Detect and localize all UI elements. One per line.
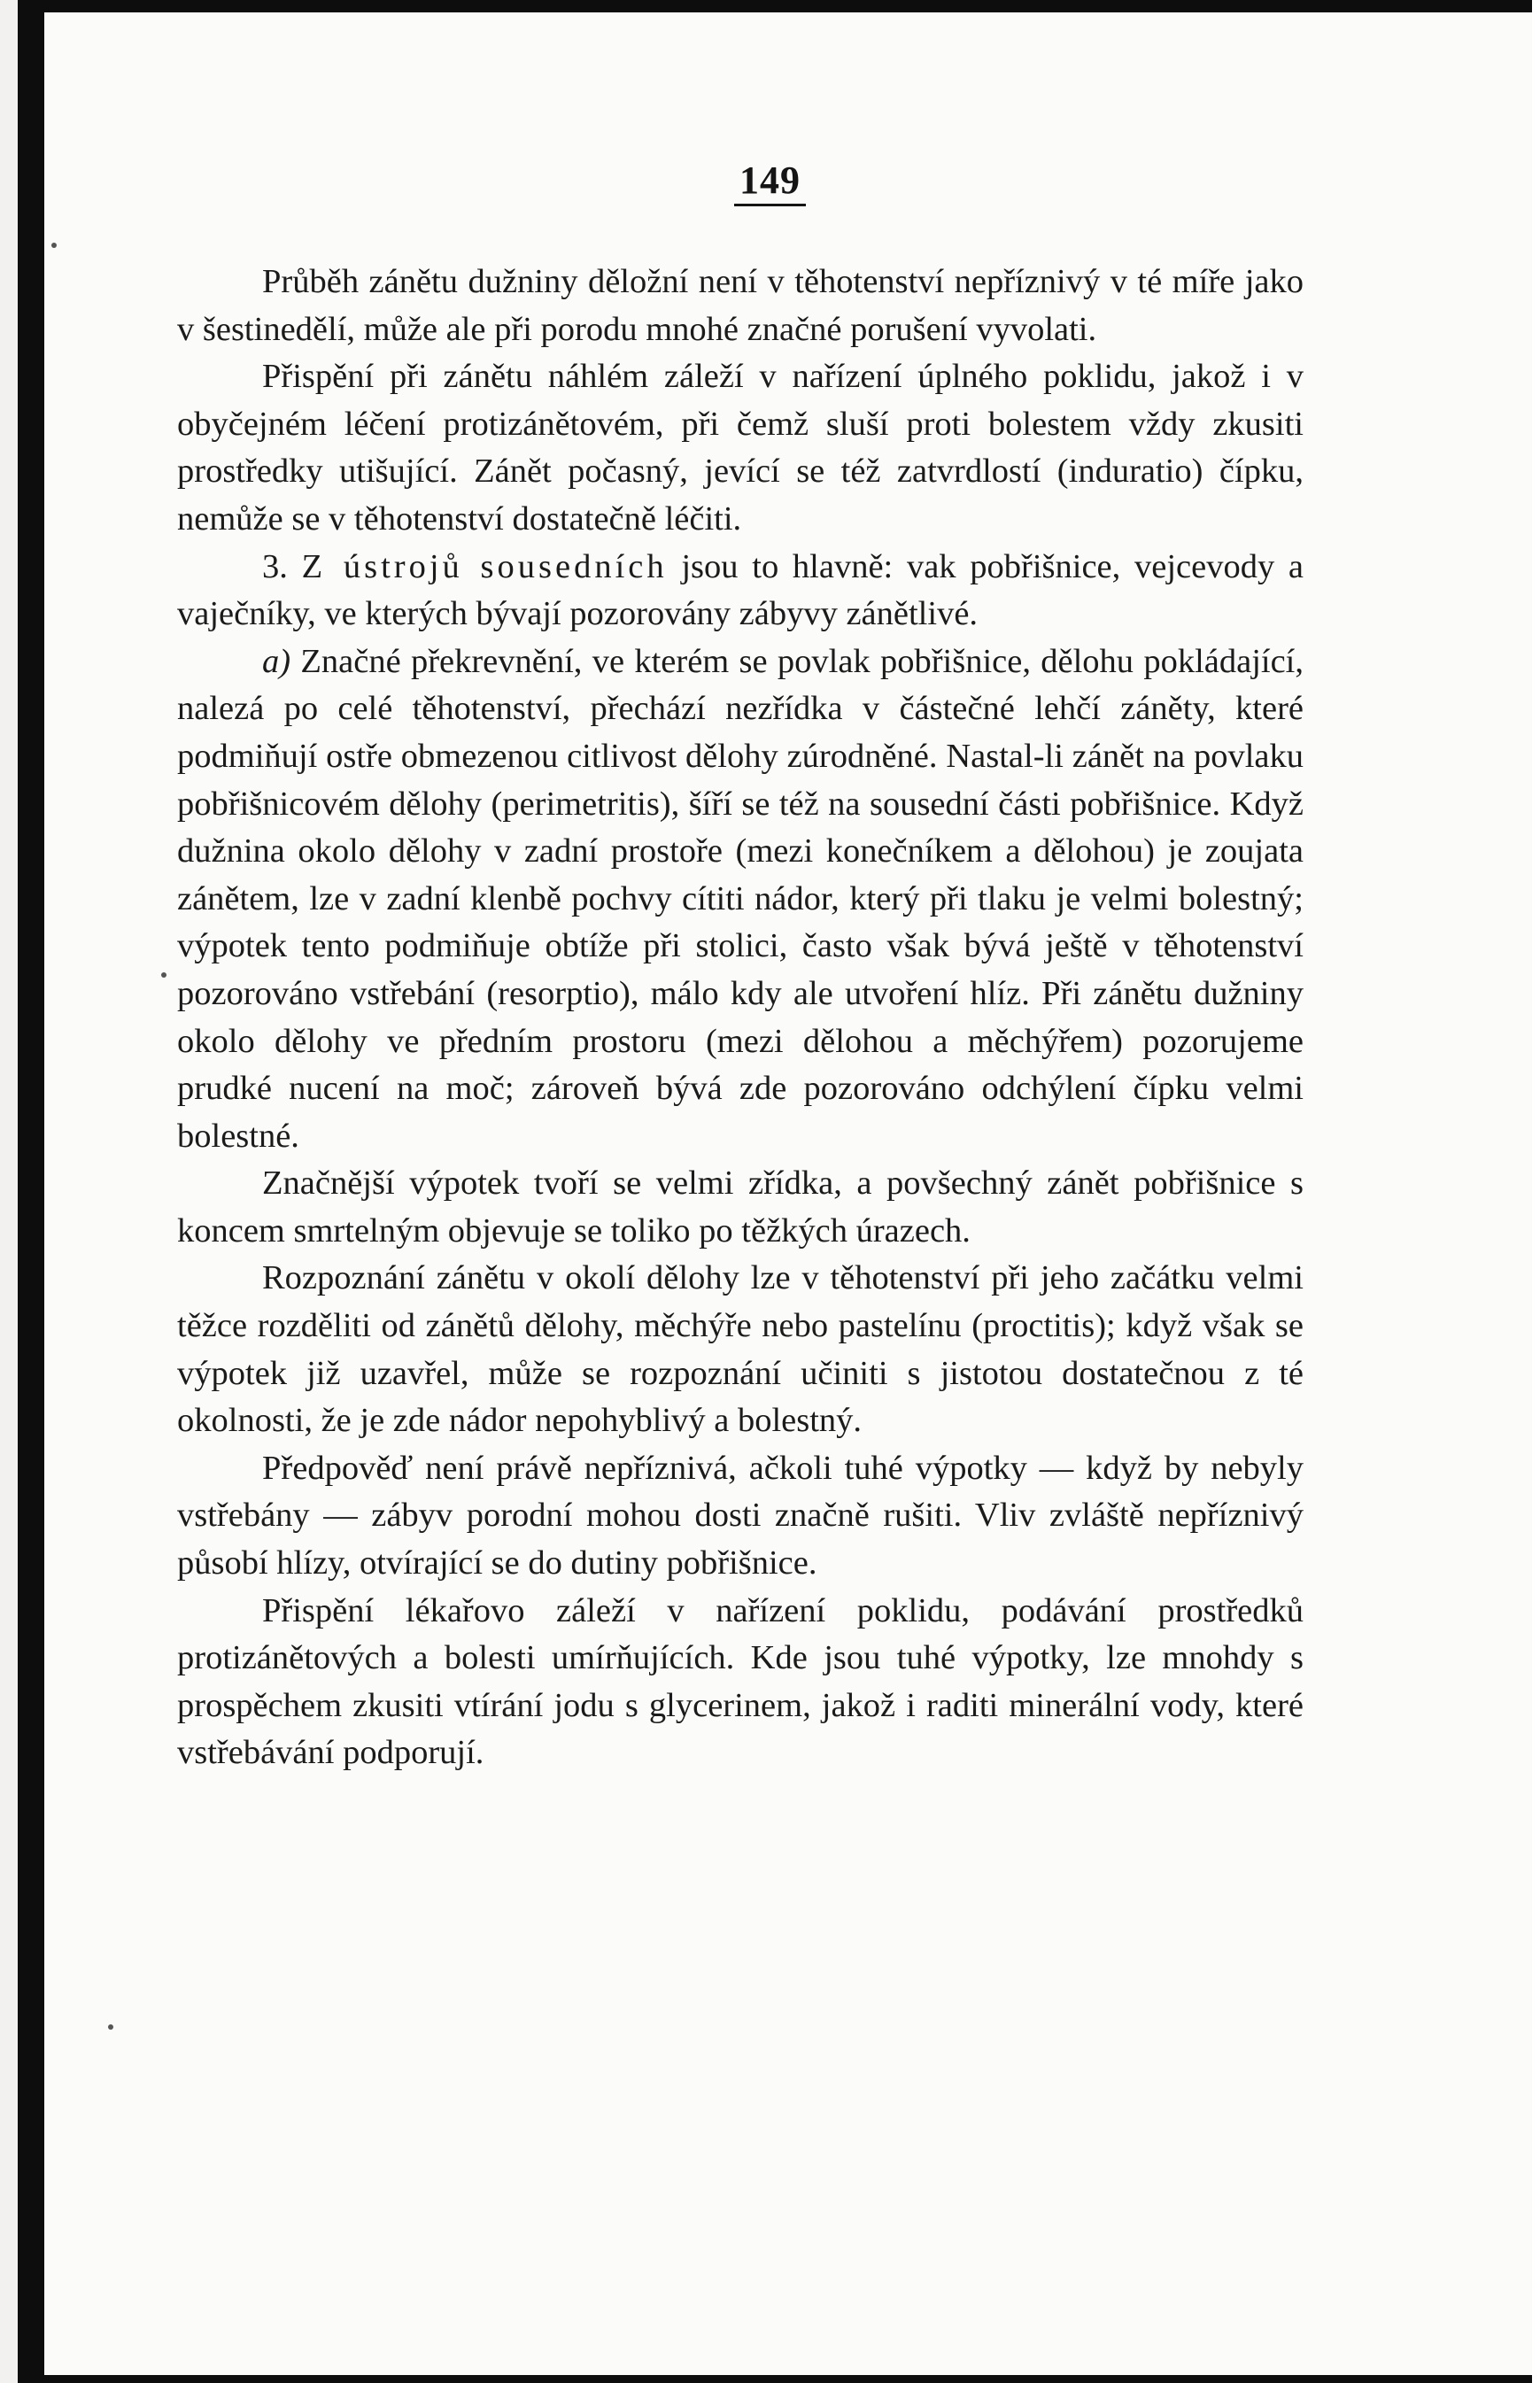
paragraph: Předpověď není právě nepříznivá, ačkoli tuhé výpotky — když by nebyly vstřebány — zábyv porodní mohou dosti značně rušiti. Vliv zvláště nepříznivý působí hlízy, otvírající se do dutiny pobřišnice. xyxy=(177,1449,1304,1582)
list-marker: a) xyxy=(262,642,291,680)
paragraph: Přispění lékařovo záleží v nařízení poklidu, podávání prostředků protizánětových a bolesti umírňujících. Kde jsou tuhé výpotky, lze mnohdy s prospěchem zkusiti vtírání jodu s glycerinem, jakož i raditi minerální vody, které vstřebávání podporují. xyxy=(177,1591,1304,1772)
section-number: 3. xyxy=(262,547,288,585)
paragraph: Rozpoznání zánětu v okolí dělohy lze v těhotenství při jeho začátku velmi těžce rozděliti od zánětů dělohy, měchýře nebo pastelínu (proctitis); když však se výpotek již uzavřel, může se rozpoznání učiniti s jistotou dostatečnou z té okolnosti, že je zde nádor nepohyblivý a bolestný. xyxy=(177,1259,1304,1440)
paragraph: a) Značné překrevnění, ve kterém se povlak pobřišnice, dělohu pokládající, nalezá po celé těhotenství, přechází nezřídka v částečné lehčí záněty, které podmiňují ostře obmezenou citlivost dělohy zúrodněné. Nastal-li zánět na povlaku pobřišnicovém dělohy (perimetritis), šíří se též na sousední části pobřišnice. Když dužnina okolo dělohy v zadní prostoře (mezi konečníkem a dělohou) je zoujata zánětem, lze v zadní klenbě pochvy cítiti nádor, který při tlaku je velmi bolestný; výpotek tento podmiňuje obtíže při stolici, často však bývá ještě v těhotenství pozorováno vstřebání (resorptio), málo kdy ale utvoření hlíz. Při zánětu dužniny okolo dělohy ve předním prostoru (mezi dělohou a měchýřem) pozorujeme prudké nucení na moč; zároveň bývá zde pozorováno odchýlení čípku velmi bolestné. xyxy=(177,642,1304,1155)
body-text xyxy=(177,259,1304,1777)
right-page-edge xyxy=(1532,0,1540,2383)
speck-mark xyxy=(51,243,57,248)
paragraph: Přispění při zánětu náhlém záleží v nařízení úplného poklidu, jakož i v obyčejném léčení protizánětovém, při čemž sluší proti bolestem vždy zkusiti prostředky utišující. Zánět počasný, jevící se též zatvrdlostí (induratio) čípku, nemůže se v těhotenství dostatečně léčiti. xyxy=(177,358,1304,538)
section-heading: Z ústrojů sousedních xyxy=(301,547,668,585)
paragraph: Průběh zánětu dužniny děložní není v těhotenství nepříznivý v té míře jako v šestinedělí, může ale při porodu mnohé značné porušení vyvolati. xyxy=(177,263,1304,348)
page-number: 149 xyxy=(0,158,1540,203)
left-page-edge xyxy=(0,0,18,2383)
paragraph: 3. Z ústrojů sousedních jsou to hlavně: vak pobřišnice, vejcevody a vaječníky, ve kterých bývají pozorovány zábyvy zánětlivé. xyxy=(177,547,1304,633)
speck-mark xyxy=(108,2024,113,2030)
speck-mark xyxy=(161,972,166,978)
paragraph: Značnější výpotek tvoří se velmi zřídka, a povšechný zánět pobřišnice s koncem smrtelným objevuje se toliko po těžkých úrazech. xyxy=(177,1164,1304,1250)
